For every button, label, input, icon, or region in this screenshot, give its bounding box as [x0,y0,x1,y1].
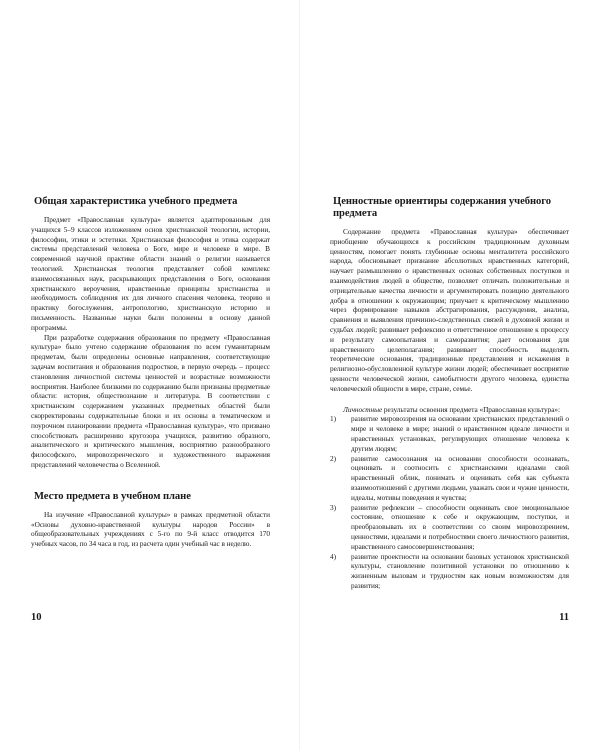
general-paragraph-1: Предмет «Православная культура» является адаптированным для учащихся 5–9 классов изложением основ христианской теологии, истории, философии, этики и эстетики. Христианская философия и этика содержат системы представлений человека о Боге, мире и человеке в мире. В современной научной практике области знаний о религии называется теологией. Христианская теология представляет собой комплекс взаимосвязанных наук, раскрывающих представления о Боге, основания христианского вероучения, нравственные принципы христианства и необходимость соблюдения их для личного спасения человека, теорию и практику богослужения, антропологию, христианскую историю и письменность. Названные науки были положены в основу данной программы. [31,215,270,332]
list-item-text: развитие проектности на основании базовых установок христианской культуры, становление позитивной установки по отношению к жизненным вызовам и трудностям как новым возможностям для развития; [351,551,569,590]
section-heading-values: Ценностные ориентиры содержания учебного предмета [333,196,552,219]
list-item [330,552,569,591]
values-paragraph: Содержание предмета «Православная культура» обеспечивает приобщение обучающихся к российским традиционным духовным ценностям, помогает понять глубинные основы менталитета российского народа, обосновывает признание абсолютных нравственных категорий, научает размышлению о нравственных основах собственных поступков и взаимодействия людей в обществе, позволяет отличать положительные и отрицательные качества личности и аргументировать позицию деятельного добра в отношении к окружающим; приучает к критическому мышлению через формирование навыков абстрагирования, рассуждения, анализа, сравнения и выявления причинно-следственных связей в духовной жизни и судьбах людей; развивает рефлексию и ответственное отношение к процессу и результату самоопытания и саморазвития; дает основания для нравственного целеполагания; развивает способность выделять теоретические основания, традиционные представления и искажения в религиозно-обусловленной культуре жизни людей; обеспечивает восприятие ценности человеческой жизни, самобытности другого человека, единства человеческой общности в мире, стране, семье. [330,227,569,393]
list-item-number: 3) [330,502,336,512]
page-number-right: 11 [559,612,569,623]
page-number-left: 10 [31,612,42,623]
list-item [330,414,569,453]
list-item-text: развитие рефлексии – способности оценивать свое эмоциональное состояние, отношение к себе и окружающим, поступки, и преобразовывать их в соответствии со своим мировоззрением, ценностями, идеалами и потребностями своего личностного развития, нравственного самосовершенствования; [351,502,569,551]
section-heading-curriculum-place: Место предмета в учебном плане [34,490,191,502]
list-item-text: развитие мировоззрения на основании христианских представлений о мире и человеке в мире; знаний о нравственном идеале личности и нравственных установках, регулирующих отношение человека к другим людям; [351,414,569,453]
list-item-number: 1) [330,414,336,424]
list-item [330,454,569,503]
list-item [330,503,569,552]
curriculum-place-paragraph: На изучение «Православной культуры» в рамках предметной области «Основы духовно-нравственной культуры народов России» в общеобразовательных учреждениях с 5-го по 9-й класс отводится 170 учебных часов, по 34 часа в год, из расчета один учебный час в неделю. [31,509,270,549]
general-paragraph-2: При разработке содержания образования по предмету «Православная культура» было учтено содержание образования по всем гуманитарным предметам, были определены основные направления, соответствующие задачам воспитания и образования подростков, в первую очередь – процесс становления личностной системы ценностей и возрастные возможности восприятия. Наиболее близкими по содержанию были признаны предметные области: история, обществознание и литература. В соответствии с христианским содержанием указанных предметных областей были скорректированы содержательные блоки и их основы в тематическом и поурочном планировании предмета «Православная культура», что призвано способствовать расширению кругозора учащихся, развитию образного, аналитического и критического мышления, восприятию разнообразного философского, мировоззренческого и художественного выражения представлений человечества о Вселенной. [31,332,270,469]
personal-results-intro-text: результаты освоения предмета «Православная культура»: [382,404,560,414]
list-item-number: 2) [330,453,336,463]
list-item-text: развитие самосознания на основании способности осознавать, оценивать и соотносить с христианскими идеалами свой нравственный облик, понимать и оценивать себя как субъекта взаимоотношений с другими людьми, уважать свои и чужие ценности, идеалы, мотивы поведения и чувства; [351,453,569,502]
personal-results-lead: Личностные [343,404,383,414]
list-item-number: 4) [330,551,336,561]
section-heading-general: Общая характеристика учебного предмета [34,196,238,207]
personal-results-intro [330,405,569,415]
personal-results-list [330,414,569,590]
right-page [300,0,600,750]
